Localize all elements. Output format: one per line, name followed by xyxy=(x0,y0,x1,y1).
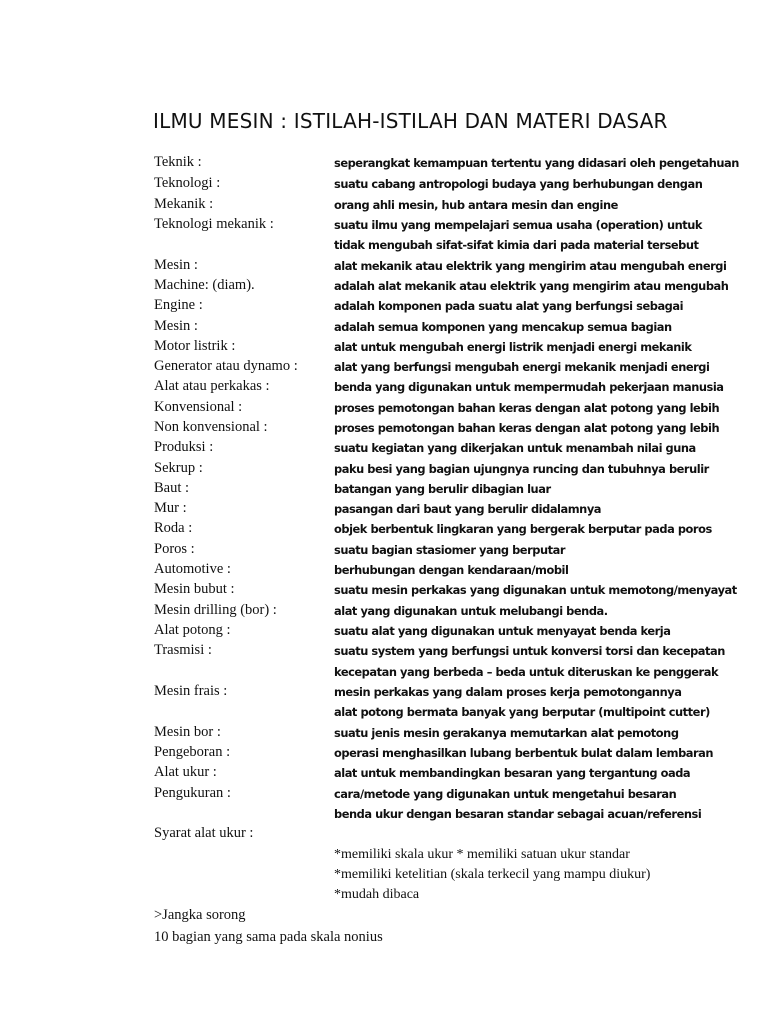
glossary-entry xyxy=(0,703,710,723)
glossary-entry xyxy=(0,561,650,581)
glossary-entry xyxy=(0,622,671,642)
glossary-definition: suatu mesin perkakas yang digunakan untuk memotong/menyayat xyxy=(334,583,737,597)
glossary-entry xyxy=(0,175,703,195)
glossary-entry xyxy=(0,419,720,439)
glossary-entry xyxy=(0,825,650,845)
glossary-definition: *memiliki ketelitian (skala terkecil yang mampu diukur) xyxy=(334,867,651,882)
glossary-entry xyxy=(0,277,729,297)
glossary-definition: alat untuk membandingkan besaran yang tergantung oada xyxy=(334,766,691,780)
glossary-entry xyxy=(0,399,720,419)
glossary-entry xyxy=(0,541,650,561)
glossary-term: Trasmisi : xyxy=(154,642,212,658)
glossary-term: Machine: (diam). xyxy=(154,277,255,293)
glossary-entry xyxy=(0,236,699,256)
glossary-definition: benda ukur dengan besaran standar sebagai acuan/referensi xyxy=(334,807,702,821)
glossary-entry xyxy=(0,257,727,277)
glossary-definition: proses pemotongan bahan keras dengan alat potong yang lebih xyxy=(334,401,720,415)
glossary-entry xyxy=(0,886,650,906)
glossary-entry xyxy=(0,581,737,601)
glossary-term: Mesin : xyxy=(154,257,198,273)
glossary-entry xyxy=(0,196,650,216)
glossary-definition: kecepatan yang berbeda – beda untuk diteruskan ke penggerak xyxy=(334,665,719,679)
glossary-entry xyxy=(0,846,650,866)
glossary-definition: suatu system yang berfungsi untuk konversi torsi dan kecepatan xyxy=(334,644,725,658)
glossary-definition: suatu cabang antropologi budaya yang berhubungan dengan xyxy=(334,177,703,191)
glossary-entry xyxy=(0,642,725,662)
glossary-definition: adalah semua komponen yang mencakup semua bagian xyxy=(334,320,672,334)
glossary-entry xyxy=(0,216,703,236)
glossary-entry xyxy=(0,439,696,459)
glossary-definition: mesin perkakas yang dalam proses kerja pemotongannya xyxy=(334,685,682,699)
glossary-definition: *mudah dibaca xyxy=(334,887,420,902)
glossary-definition: suatu alat yang digunakan untuk menyayat benda kerja xyxy=(334,624,671,638)
glossary-entry xyxy=(0,460,709,480)
glossary-entry xyxy=(0,866,650,886)
glossary-definition: suatu kegiatan yang dikerjakan untuk menambah nilai guna xyxy=(334,441,696,455)
glossary-definition: objek berbentuk lingkaran yang bergerak berputar pada poros xyxy=(334,522,712,536)
glossary-definition: berhubungan dengan kendaraan/mobil xyxy=(334,563,569,577)
glossary-definition: paku besi yang bagian ujungnya runcing dan tubuhnya berulir xyxy=(334,462,709,476)
glossary-term: Motor listrik : xyxy=(154,338,236,354)
glossary-definition: tidak mengubah sifat-sifat kimia dari pada material tersebut xyxy=(334,238,699,252)
glossary-term: Produksi : xyxy=(154,439,214,455)
glossary-term: Baut : xyxy=(154,480,190,496)
glossary-term: Sekrup : xyxy=(154,460,203,476)
glossary-definition: alat untuk mengubah energi listrik menjadi energi mekanik xyxy=(334,340,692,354)
glossary-entry xyxy=(0,154,739,174)
glossary-term: Generator atau dynamo : xyxy=(154,358,298,374)
glossary-term: Poros : xyxy=(154,541,195,557)
glossary-entry xyxy=(0,297,684,317)
glossary-term: Teknik : xyxy=(154,154,202,170)
glossary-entry xyxy=(0,318,672,338)
glossary-term: Mur : xyxy=(154,500,187,516)
glossary-entry xyxy=(0,764,691,784)
glossary-term: Mesin bubut : xyxy=(154,581,235,597)
glossary-entry xyxy=(0,683,682,703)
glossary-term: Engine : xyxy=(154,297,203,313)
glossary-term: Konvensional : xyxy=(154,399,243,415)
glossary-term: Mesin drilling (bor) : xyxy=(154,602,277,618)
glossary-term: Teknologi mekanik : xyxy=(154,216,274,232)
glossary-entry xyxy=(0,480,650,500)
glossary-term: Syarat alat ukur : xyxy=(154,825,254,841)
glossary-term: Pengeboran : xyxy=(154,744,231,760)
glossary-term: Roda : xyxy=(154,520,193,536)
glossary-entry xyxy=(0,663,719,683)
glossary-definition: batangan yang berulir dibagian luar xyxy=(334,482,551,496)
document-title: ILMU MESIN : ISTILAH-ISTILAH DAN MATERI DASAR xyxy=(153,109,668,133)
glossary-term: Automotive : xyxy=(154,561,231,577)
glossary-entry xyxy=(0,378,724,398)
glossary-term: Mesin frais : xyxy=(154,683,228,699)
glossary-term: Teknologi : xyxy=(154,175,221,191)
glossary-term: Alat potong : xyxy=(154,622,231,638)
glossary-definition: proses pemotongan bahan keras dengan alat potong yang lebih xyxy=(334,421,720,435)
glossary-entry xyxy=(0,500,650,520)
glossary-entry xyxy=(0,785,677,805)
glossary-entry xyxy=(0,602,650,622)
glossary-definition: benda yang digunakan untuk mempermudah pekerjaan manusia xyxy=(334,380,724,394)
glossary-term: Non konvensional : xyxy=(154,419,268,435)
glossary-entry xyxy=(0,724,679,744)
glossary-definition: alat yang berfungsi mengubah energi mekanik menjadi energi xyxy=(334,360,710,374)
glossary-definition: alat yang digunakan untuk melubangi benda. xyxy=(334,604,608,618)
glossary-entry xyxy=(0,338,692,358)
glossary-definition: orang ahli mesin, hub antara mesin dan engine xyxy=(334,198,618,212)
glossary-definition: suatu ilmu yang mempelajari semua usaha (operation) untuk xyxy=(334,218,703,232)
glossary-term: Mesin bor : xyxy=(154,724,221,740)
glossary-definition: adalah komponen pada suatu alat yang berfungsi sebagai xyxy=(334,299,684,313)
glossary-definition: adalah alat mekanik atau elektrik yang mengirim atau mengubah xyxy=(334,279,729,293)
glossary-definition: alat mekanik atau elektrik yang mengirim atau mengubah energi xyxy=(334,259,727,273)
glossary-definition: alat potong bermata banyak yang berputar (multipoint cutter) xyxy=(334,705,710,719)
glossary-definition: suatu bagian stasiomer yang berputar xyxy=(334,543,566,557)
glossary-entry xyxy=(0,520,712,540)
glossary-definition: operasi menghasilkan lubang berbentuk bulat dalam lembaran xyxy=(334,746,714,760)
glossary-definition: suatu jenis mesin gerakanya memutarkan alat pemotong xyxy=(334,726,679,740)
glossary-term: Mesin : xyxy=(154,318,198,334)
glossary-entry xyxy=(0,805,702,825)
glossary-term: Alat atau perkakas : xyxy=(154,378,270,394)
glossary-definition: pasangan dari baut yang berulir didalamnya xyxy=(334,502,602,516)
glossary-entry xyxy=(0,744,714,764)
glossary-definition: cara/metode yang digunakan untuk mengetahui besaran xyxy=(334,787,677,801)
glossary-entry xyxy=(0,358,710,378)
glossary-term: Alat ukur : xyxy=(154,764,217,780)
glossary-term: Pengukuran : xyxy=(154,785,231,801)
glossary-definition: *memiliki skala ukur * memiliki satuan ukur standar xyxy=(334,847,630,862)
footer-line: >Jangka sorong xyxy=(154,907,246,923)
glossary-term: Mekanik : xyxy=(154,196,214,212)
glossary-definition: seperangkat kemampuan tertentu yang didasari oleh pengetahuan xyxy=(334,156,739,170)
footer-line: 10 bagian yang sama pada skala nonius xyxy=(154,929,383,945)
